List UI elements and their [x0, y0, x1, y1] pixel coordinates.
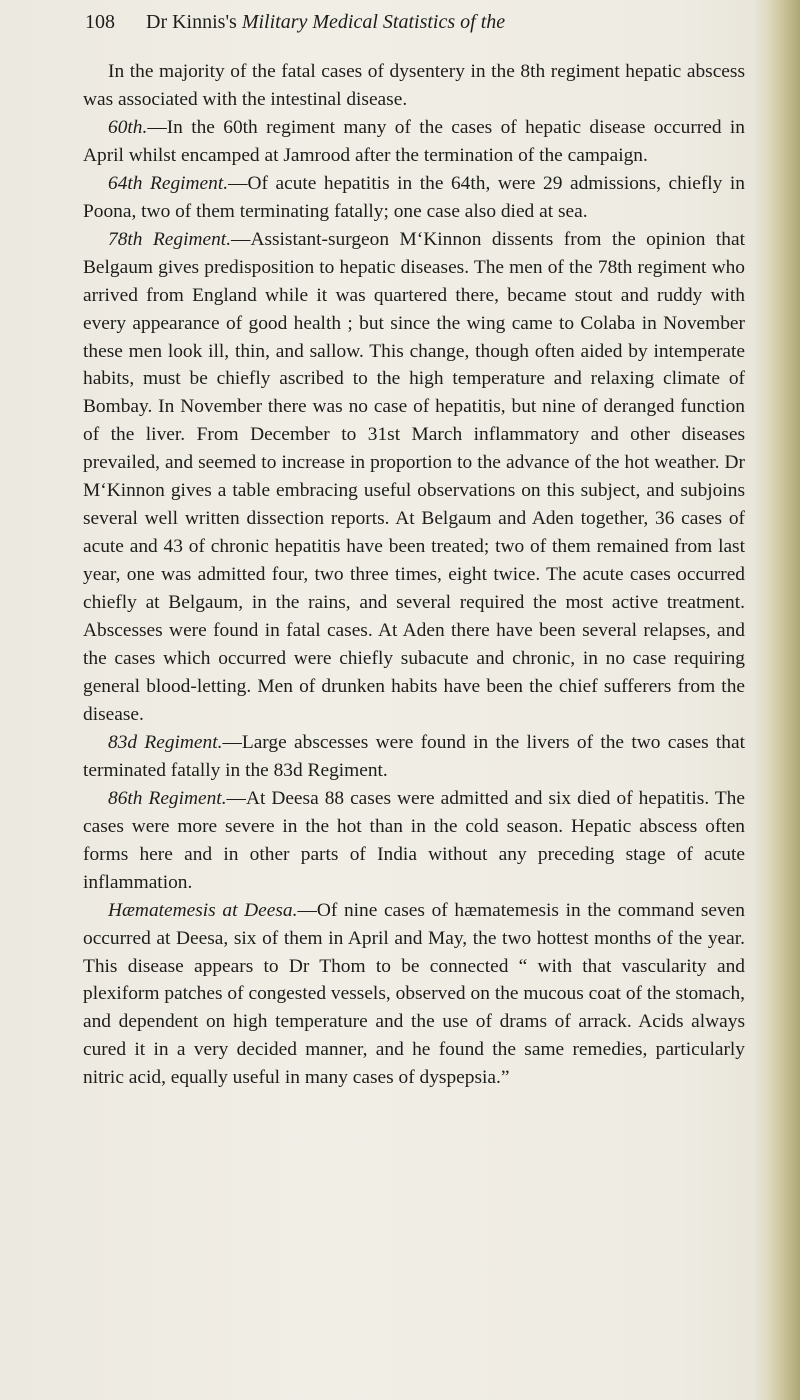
paragraph-haematemesis: [83, 897, 745, 1093]
paragraph-text: In the majority of the fatal cases of dysentery in the 8th regiment hepatic abscess was associated with the intestinal disease.: [83, 61, 745, 110]
paragraph-text: —Assistant-surgeon M‘Kinnon dissents from the opinion that Belgaum gives predisposition to hepatic diseases. The men of the 78th regiment who arrived from England while it was quartered there, became stout and ruddy with every appearance of good health ; but since the wing came to Colaba in November these men look ill, thin, and sallow. This change, though often aided by intemperate habits, must be chiefly ascribed to the high temperature and relaxing climate of Bombay. In November there was no case of hepatitis, but nine of deranged function of the liver. From December to 31st March inflammatory and other diseases prevailed, and seemed to increase in proportion to the advance of the hot weather. Dr M‘Kinnon gives a table embracing useful observations on this subject, and subjoins several well written dissection reports. At Belgaum and Aden together, 36 cases of acute and 43 of chronic hepatitis have been treated; two of them remained from last year, one was admitted four, two three times, eight twice. The acute cases occurred chiefly at Belgaum, in the rains, and several required the most active treatment. Abscesses were found in fatal cases. At Aden there have been several relapses, and the cases which occurred were chiefly subacute and chronic, in no case requiring general blood-letting. Men of drunken habits have been the chief sufferers from the disease.: [83, 228, 745, 725]
paragraph-text: —In the 60th regiment many of the cases of hepatic disease occurred in April whilst encamped at Jamrood after the termination of the campaign.: [83, 116, 745, 166]
paragraph-text: —Of acute hepatitis in the 64th, were 29 admissions, chiefly in Poona, two of them terminating fatally; one case also died at sea.: [83, 172, 745, 222]
paragraph-86th-regiment: [83, 785, 745, 897]
page-edge-shadow: [754, 0, 800, 1400]
running-header: [85, 10, 725, 34]
header-title: Military Medical Statistics of the: [241, 11, 506, 33]
paragraph-heading: 78th Regiment.: [108, 228, 232, 250]
paragraph-64th-regiment: [83, 170, 745, 226]
paragraph-heading: 83d Regiment.: [108, 731, 223, 753]
paragraph-8th-regiment: [83, 58, 745, 114]
paragraph-83d-regiment: [83, 729, 745, 785]
paragraph-text: —Of nine cases of hæmatemesis in the command seven occurred at Deesa, six of them in April and May, the two hottest months of the year. This disease appears to Dr Thom to be connected “ with that vascularity and plexiform patches of congested vessels, observed on the mucous coat of the stomach, and dependent on high temperature and the use of drams of arrack. Acids always cured it in a very decided manner, and he found the same remedies, particularly nitric acid, equally useful in many cases of dyspepsia.”: [83, 899, 745, 1089]
paragraph-heading: 86th Regiment.: [108, 787, 227, 809]
paragraph-60th: [83, 114, 745, 170]
paragraph-text: —Large abscesses were found in the livers of the two cases that terminated fatally in the 83d Regiment.: [83, 731, 745, 781]
page-number: 108: [85, 11, 115, 33]
body-text: [83, 58, 745, 1092]
paragraph-heading: 64th Regiment.: [108, 172, 229, 194]
paragraph-heading: 60th.: [108, 116, 148, 138]
paragraph-heading: Hæmatemesis at Deesa.: [108, 899, 298, 921]
paragraph-text: —At Deesa 88 cases were admitted and six died of hepatitis. The cases were more severe in the hot than in the cold season. Hepatic abscess often forms here and in other parts of India without any preceding stage of acute inflammation.: [83, 787, 745, 893]
header-author: Dr Kinnis's: [146, 11, 237, 33]
paragraph-78th-regiment: [83, 226, 745, 729]
